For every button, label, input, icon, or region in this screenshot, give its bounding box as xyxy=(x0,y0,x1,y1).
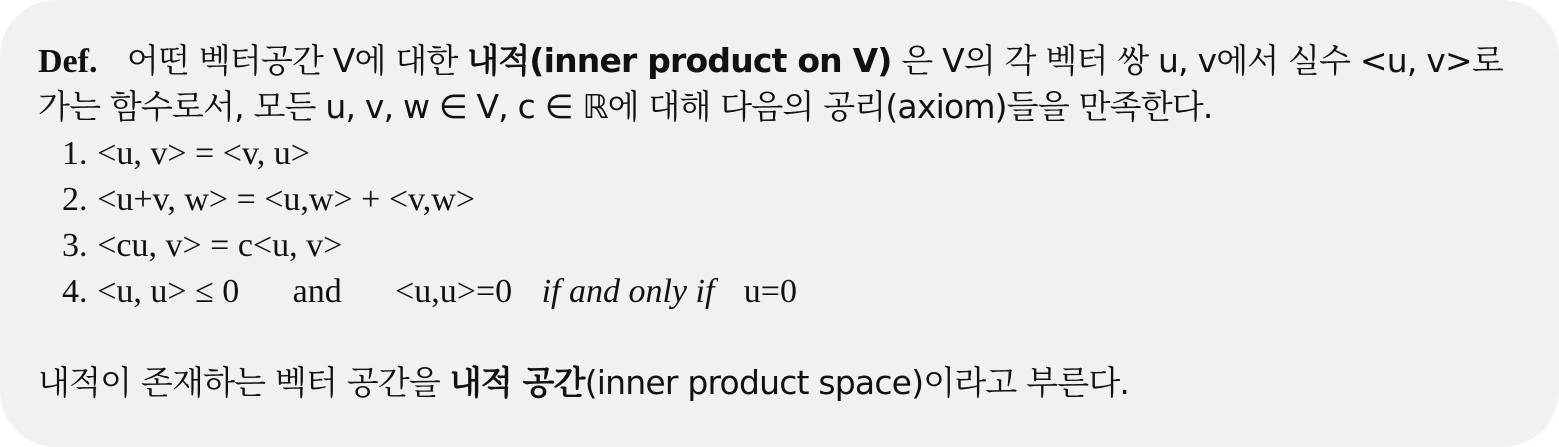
definition-label: Def. xyxy=(38,43,98,80)
spacer xyxy=(38,314,1523,360)
axiom-3 xyxy=(38,222,1523,268)
axiom-text: <u+v, w> = <u,w> + <v,w> xyxy=(97,181,476,218)
definition-text-a: 어떤 벡터공간 V에 대한 xyxy=(126,41,458,80)
definition-term: 내적(inner product on V) xyxy=(467,41,892,80)
conclusion-text-a: 내적이 존재하는 벡터 공간을 xyxy=(38,363,441,402)
axiom-4-iff: if and only if xyxy=(541,273,715,310)
axiom-number: 1. xyxy=(62,135,88,172)
conclusion-text-b: (inner product space)이라고 부른다. xyxy=(584,363,1130,402)
definition-line-1 xyxy=(38,38,1523,84)
axiom-4-and: and xyxy=(292,273,342,310)
axiom-number: 4. xyxy=(62,273,88,310)
definition-line-2 xyxy=(38,84,1523,130)
axiom-number: 3. xyxy=(62,227,88,264)
axiom-text: <u, v> = <v, u> xyxy=(97,135,310,172)
axiom-4-part-2: <u,u>=0 xyxy=(395,273,513,310)
axiom-1 xyxy=(38,130,1523,176)
axiom-4-part-3: u=0 xyxy=(743,273,797,310)
axiom-4-part-1: <u, u> ≤ 0 xyxy=(97,273,240,310)
axiom-4 xyxy=(38,268,1523,314)
axiom-text: <cu, v> = c<u, v> xyxy=(97,227,343,264)
axiom-number: 2. xyxy=(62,181,88,218)
conclusion-line xyxy=(38,360,1523,406)
axiom-2 xyxy=(38,176,1523,222)
definition-text-b: 은 V의 각 벡터 쌍 u, v에서 실수 <u, v>로 xyxy=(901,41,1503,80)
definition-text-c: 가는 함수로서, 모든 u, v, w ∈ V, c ∈ ℝ에 대해 다음의 공리(axiom)들을 만족한다. xyxy=(38,87,1213,126)
conclusion-term: 내적 공간 xyxy=(449,363,585,402)
